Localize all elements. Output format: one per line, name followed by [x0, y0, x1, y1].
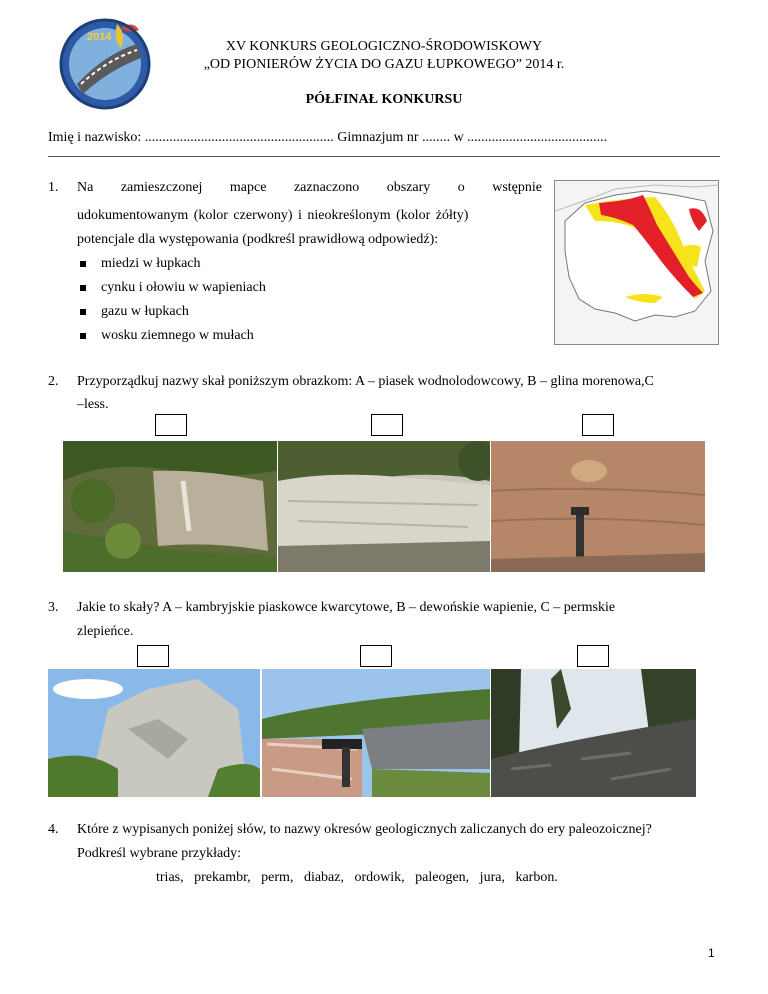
q1-word: mapce	[229, 180, 267, 195]
q4-line1: Które z wypisanych poniżej słów, to nazwy okresów geologicznych zaliczanych do ery paleozoicznej?	[77, 822, 652, 837]
q2-answer-box-3[interactable]	[582, 414, 614, 436]
q1-number: 1.	[48, 180, 59, 195]
q3-number: 3.	[48, 600, 59, 615]
q1-option-copper[interactable]: miedzi w łupkach	[101, 256, 201, 271]
q3-photo-1	[48, 669, 260, 797]
q1-line1	[77, 176, 542, 200]
q1-word: zamieszczonej	[120, 180, 203, 195]
q3-photo-3	[491, 669, 696, 797]
q2-answer-box-1[interactable]	[155, 414, 187, 436]
q1-option-zinc-lead[interactable]: cynku i ołowiu w wapieniach	[101, 280, 266, 295]
q1-word: Na	[77, 180, 94, 195]
q2-line2: –less.	[77, 397, 109, 412]
contest-title-line2: „OD PIONIERÓW ŻYCIA DO GAZU ŁUPKOWEGO” 2014 r.	[203, 57, 565, 72]
q2-line1: Przyporządkuj nazwy skał poniższym obrazkom: A – piasek wodnolodowcowy, B – glina morenowa,C	[77, 374, 654, 389]
q3-line2: zlepieńce.	[77, 624, 134, 639]
q3-answer-box-2[interactable]	[360, 645, 392, 667]
q1-word: zaznaczono	[293, 180, 360, 195]
bullet-icon	[80, 333, 86, 339]
student-info-line: Imię i nazwisko: ...................................................... Gimnazjum nr ........ w ........................................	[48, 130, 608, 145]
q1-option-ozokerite[interactable]: wosku ziemnego w mułach	[101, 328, 254, 343]
q2-photo-1	[63, 441, 277, 572]
q2-number: 2.	[48, 374, 59, 389]
q3-line1: Jakie to skały? A – kambryjskie piaskowce kwarcytowe, B – dewońskie wapienie, C – permskie	[77, 600, 616, 615]
logo-year: 2014	[87, 31, 112, 43]
q4-words: trias, prekambr, perm, diabaz, ordowik, paleogen, jura, karbon.	[156, 870, 558, 885]
q2-photo-2	[278, 441, 490, 572]
q4-number: 4.	[48, 822, 59, 837]
q3-photo-2	[262, 669, 490, 797]
contest-title-line1: XV KONKURS GEOLOGICZNO-ŚRODOWISKOWY	[225, 39, 543, 54]
q1-line3: potencjale dla występowania (podkreśl prawidłową odpowiedź):	[77, 232, 439, 247]
bullet-icon	[80, 309, 86, 315]
q2-answer-box-2[interactable]	[371, 414, 403, 436]
bullet-icon	[80, 261, 86, 267]
bullet-icon	[80, 285, 86, 291]
q3-answer-box-1[interactable]	[137, 645, 169, 667]
q1-word: o	[457, 180, 465, 195]
q1-word: obszary	[386, 180, 431, 195]
q4-line2: Podkreśl wybrane przykłady:	[77, 846, 242, 861]
q1-option-shale-gas[interactable]: gazu w łupkach	[101, 304, 189, 319]
q1-line2: udokumentowanym (kolor czerwony) i nieokreślonym (kolor żółty)	[77, 208, 469, 223]
poland-map	[554, 180, 719, 345]
header-divider	[48, 156, 720, 157]
stage-title: PÓŁFINAŁ KONKURSU	[305, 92, 463, 107]
q3-answer-box-3[interactable]	[577, 645, 609, 667]
page-number: 1	[708, 946, 715, 960]
contest-logo	[57, 14, 153, 110]
q2-photo-3	[491, 441, 705, 572]
q1-word: wstępnie	[492, 180, 542, 195]
